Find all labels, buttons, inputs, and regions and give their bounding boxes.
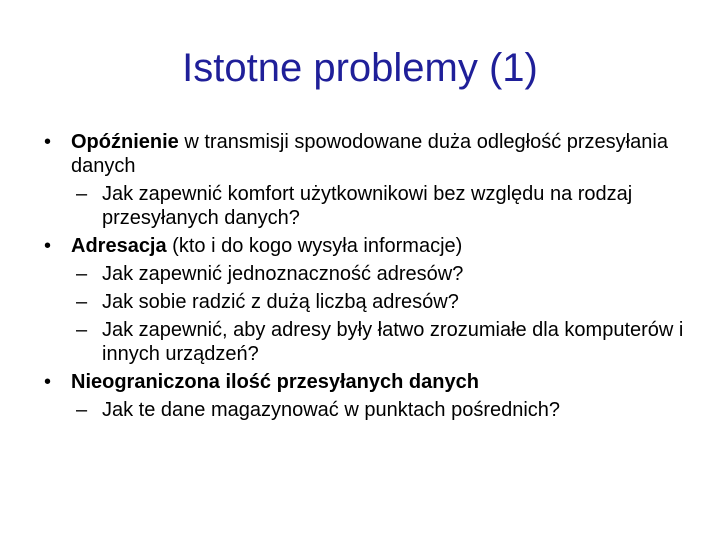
- sub-bullet-item: [44, 398, 684, 422]
- sub-bullet-text: Jak te dane magazynować w punktach pośrednich?: [102, 399, 561, 421]
- dash-icon: –: [76, 291, 88, 313]
- dash-icon: –: [76, 183, 88, 205]
- sub-bullet-item: [44, 182, 684, 230]
- dash-icon: –: [76, 263, 88, 285]
- dash-icon: –: [76, 399, 88, 421]
- bullet-keyword: Opóźnienie: [71, 131, 179, 153]
- sub-bullet-item: [44, 318, 684, 366]
- bullet-icon: •: [44, 371, 52, 393]
- slide-title: Istotne problemy (1): [182, 46, 538, 90]
- bullet-text: (kto i do kogo wysyła informacje): [166, 235, 463, 257]
- bullet-keyword: Nieograniczona ilość przesyłanych danych: [71, 371, 479, 393]
- sub-bullet-text: Jak sobie radzić z dużą liczbą adresów?: [102, 291, 459, 313]
- dash-icon: –: [76, 319, 88, 341]
- bullet-list: [44, 130, 684, 426]
- sub-bullet-text: Jak zapewnić jednoznaczność adresów?: [102, 263, 464, 285]
- bullet-item-unlimited-data: [44, 370, 684, 394]
- sub-bullet-item: [44, 290, 684, 314]
- bullet-item-delay: [44, 130, 684, 178]
- sub-bullet-text: Jak zapewnić, aby adresy były łatwo zrozumiałe dla komputerów i innych urządzeń?: [102, 319, 684, 365]
- sub-bullet-text: Jak zapewnić komfort użytkownikowi bez względu na rodzaj przesyłanych danych?: [102, 183, 633, 229]
- bullet-keyword: Adresacja: [71, 235, 167, 257]
- bullet-icon: •: [44, 131, 52, 153]
- bullet-text: w transmisji spowodowane duża odległość przesyłania danych: [71, 131, 668, 177]
- sub-bullet-item: [44, 262, 684, 286]
- bullet-item-addressing: [44, 234, 684, 258]
- bullet-icon: •: [44, 235, 52, 257]
